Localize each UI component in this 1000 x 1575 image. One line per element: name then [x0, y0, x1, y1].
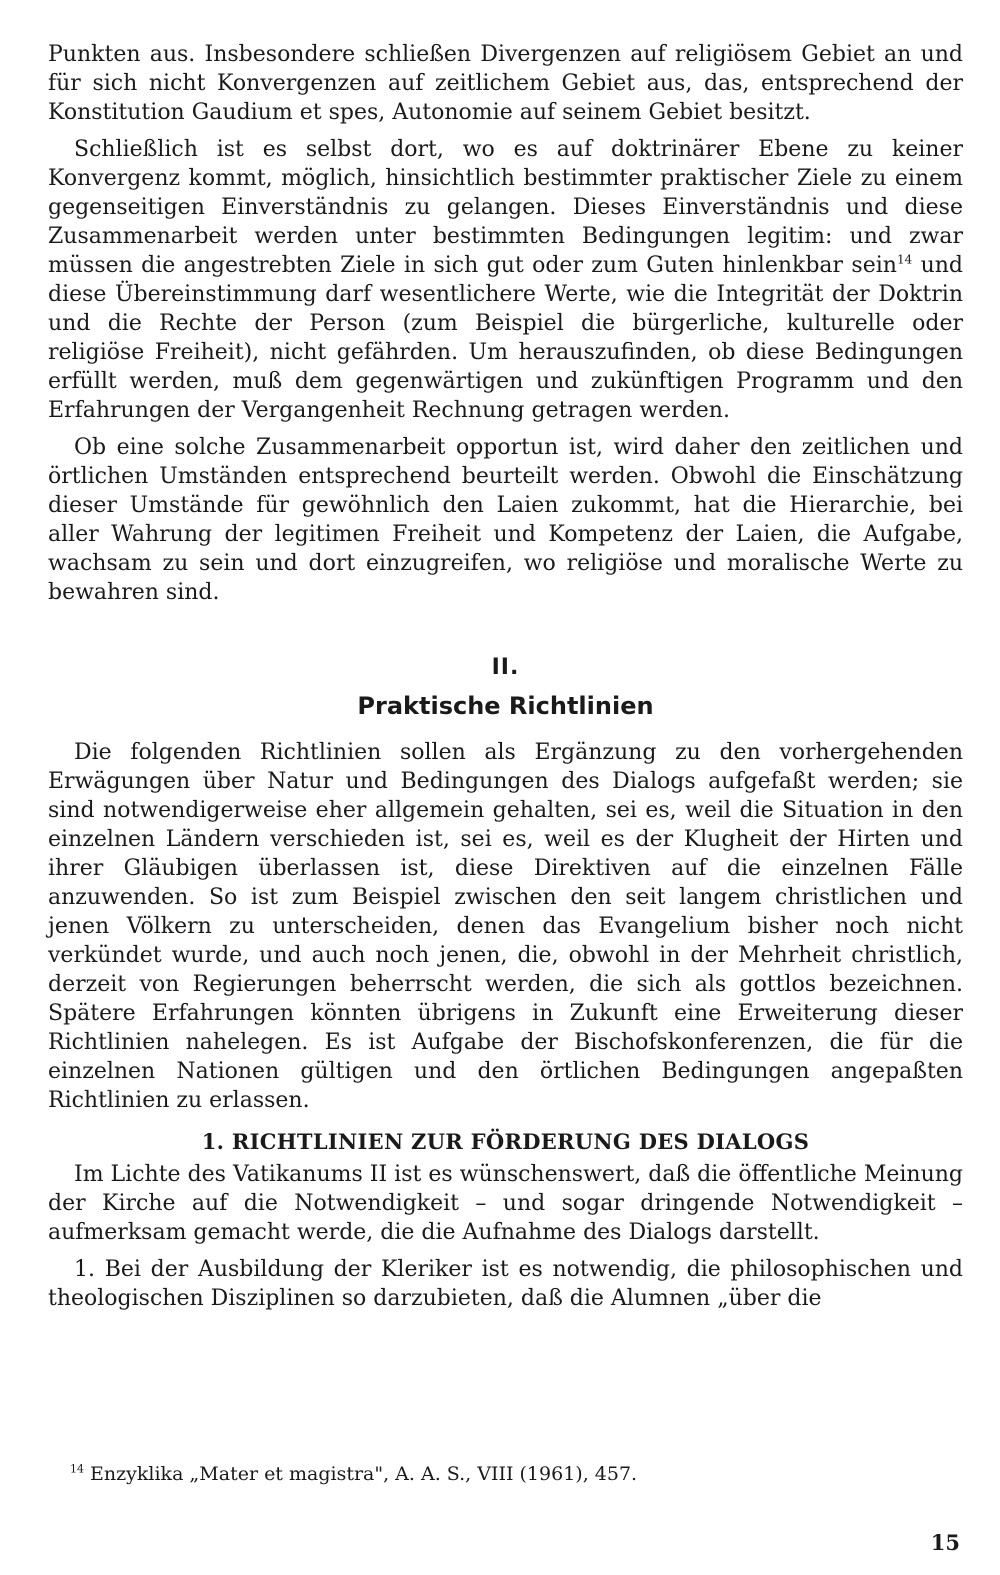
page-body — [48, 40, 963, 1313]
paragraph: 1. Bei der Ausbildung der Kleriker ist es notwendig, die philosophischen und theologischen Disziplinen so darzubieten, daß die Alumnen „über die — [48, 1257, 963, 1311]
footnote — [70, 1463, 637, 1485]
paragraph-text: Schließlich ist es selbst dort, wo es auf doktrinärer Ebene zu keiner Konvergenz kommt, möglich, hinsichtlich bestimmter praktischer Ziele zu einem gegenseitigen Einverständnis zu gelangen. Dieses Einverständnis und diese Zusammenarbeit werden unter bestimmten Bedingungen legitim: und zwar müssen die angestrebten Ziele in sich gut oder zum Guten hinlenkbar sein — [48, 137, 963, 278]
paragraph-text: und diese Übereinstimmung darf wesentlichere Werte, wie die Integrität der Doktrin und die Rechte der Person (zum Beispiel die bürgerliche, kulturelle oder religiöse Freiheit), nicht gefährden. Um herauszufinden, ob diese Bedingungen erfüllt werden, muß dem gegenwärtigen und zukünftigen Programm und den Erfahrungen der Vergangenheit Rechnung getragen werden. — [48, 253, 963, 423]
footnote-marker: 14 — [70, 1462, 84, 1476]
paragraph: Die folgenden Richtlinien sollen als Ergänzung zu den vorhergehenden Erwägungen über Natur und Bedingungen des Dialogs aufgefaßt werden; sie sind notwendigerweise eher allgemein gehalten, sei es, weil die Situation in den einzelnen Ländern verschieden ist, sei es, weil es der Klugheit der Hirten und ihrer Gläubigen überlassen ist, diese Direktiven auf die einzelnen Fälle anzuwenden. So ist zum Beispiel zwischen den seit langem christlichen und jenen Völkern zu unterscheiden, denen das Evangelium bisher noch nicht verkündet wurde, und auch noch jenen, die, obwohl in der Mehrheit christlich, derzeit von Regierungen beherrscht werden, die sich als gottlos bezeichnen. Spätere Erfahrungen könnten übrigens in Zukunft eine Erweiterung dieser Richtlinien nahelegen. Es ist Aufgabe der Bischofskonferenzen, die für die einzelnen Nationen gültigen und den örtlichen Bedingungen angepaßten Richtlinien zu erlassen. — [48, 740, 963, 1113]
section-title: Praktische Richtlinien — [357, 692, 654, 720]
footnote-reference: 14 — [896, 252, 913, 267]
paragraph: Ob eine solche Zusammenarbeit opportun ist, wird daher den zeitlichen und örtlichen Umständen entsprechend beurteilt werden. Obwohl die Einschätzung dieser Umstände für gewöhnlich den Laien zukommt, hat die Hierarchie, bei aller Wahrung der legitimen Freiheit und Kompetenz der Laien, die Aufgabe, wachsam zu sein und dort einzugreifen, wo religiöse und moralische Werte zu bewahren sind. — [48, 435, 963, 605]
footnote-text: Enzyklika „Mater et magistra", A. A. S., VIII (1961), 457. — [84, 1463, 638, 1485]
section-number: II. — [491, 655, 520, 680]
subheading: 1. RICHTLINIEN ZUR FÖRDERUNG DES DIALOGS — [201, 1129, 810, 1154]
paragraph — [48, 135, 963, 425]
paragraph: Punkten aus. Insbesondere schließen Divergenzen auf religiösem Gebiet an und für sich nicht Konvergenzen auf zeitlichem Gebiet aus, das, entsprechend der Konstitution Gaudium et spes, Autonomie auf seinem Gebiet besitzt. — [48, 42, 963, 125]
paragraph: Im Lichte des Vatikanums II ist es wünschenswert, daß die öffentliche Meinung der Kirche auf die Notwendigkeit – und sogar dringende Notwendigkeit – aufmerksam gemacht werde, die die Aufnahme des Dialogs darstellt. — [48, 1162, 963, 1245]
page-number: 15 — [930, 1530, 960, 1555]
